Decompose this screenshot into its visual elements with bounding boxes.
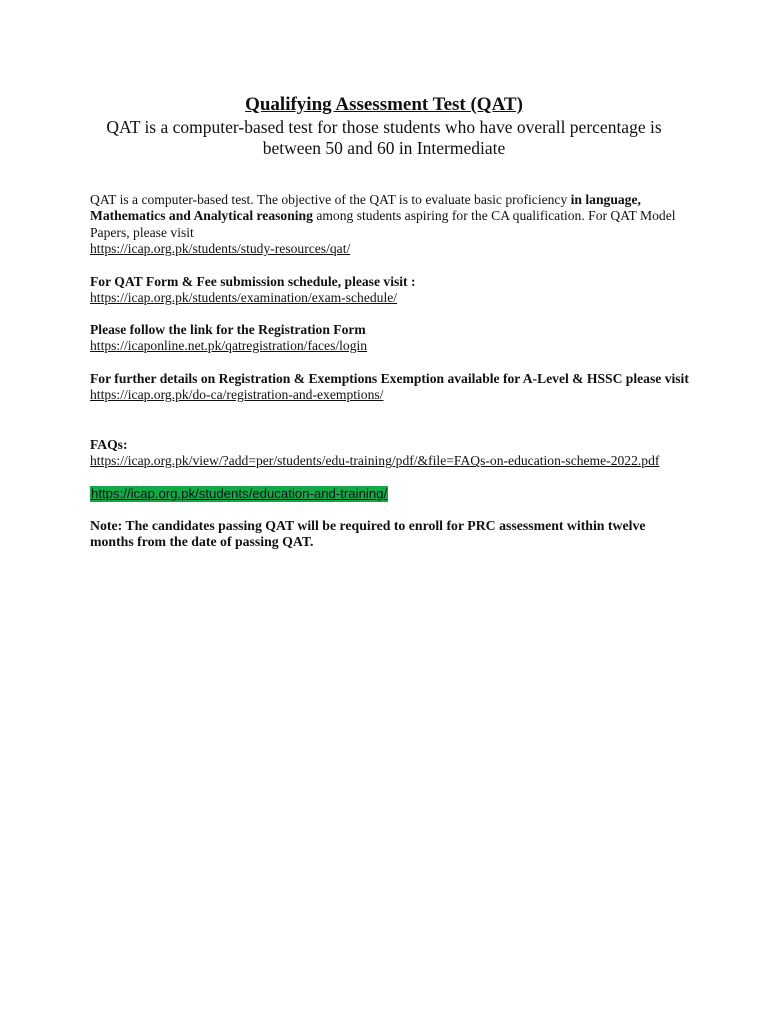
registration-section bbox=[90, 322, 690, 355]
education-training-link[interactable]: https://icap.org.pk/students/education-and-training/ bbox=[91, 486, 388, 501]
registration-heading: Please follow the link for the Registration Form bbox=[90, 322, 366, 337]
education-section bbox=[90, 486, 690, 502]
faqs-heading: FAQs: bbox=[90, 437, 128, 452]
exemptions-section bbox=[90, 371, 690, 404]
exemptions-link[interactable]: https://icap.org.pk/do-ca/registration-and-exemptions/ bbox=[90, 387, 384, 403]
faqs-section bbox=[90, 437, 690, 470]
registration-form-link[interactable]: https://icaponline.net.pk/qatregistration/faces/login bbox=[90, 338, 368, 354]
schedule-heading: For QAT Form & Fee submission schedule, please visit : bbox=[90, 274, 416, 289]
faqs-link[interactable]: https://icap.org.pk/view/?add=per/students/edu-training/pdf/&file=FAQs-on-education-scheme-2022.pdf bbox=[90, 453, 660, 469]
schedule-section bbox=[90, 274, 690, 307]
page-subtitle: QAT is a computer-based test for those students who have overall percentage is between 50 and 60 in Intermediate bbox=[106, 117, 662, 158]
page-title: Qualifying Assessment Test (QAT) bbox=[245, 94, 523, 115]
qat-model-papers-link[interactable]: https://icap.org.pk/students/study-resources/qat/ bbox=[90, 240, 351, 256]
note-paragraph: Note: The candidates passing QAT will be required to enroll for PRC assessment within twelve months from the date of passing QAT. bbox=[90, 518, 646, 550]
exam-schedule-link[interactable]: https://icap.org.pk/students/examination/exam-schedule/ bbox=[90, 290, 398, 306]
intro-text-end: among students aspiring for the CA qualification. For QAT Model Papers, please visit bbox=[90, 208, 676, 240]
exemptions-heading: For further details on Registration & Exemptions Exemption available for A-Level & HSSC please visit bbox=[90, 371, 689, 386]
intro-paragraph bbox=[90, 192, 690, 257]
intro-bold-subjects: in language, Mathematics and Analytical reasoning bbox=[90, 192, 641, 224]
intro-text-start: QAT is a computer-based test. The objective of the QAT is to evaluate basic proficiency bbox=[90, 192, 571, 207]
